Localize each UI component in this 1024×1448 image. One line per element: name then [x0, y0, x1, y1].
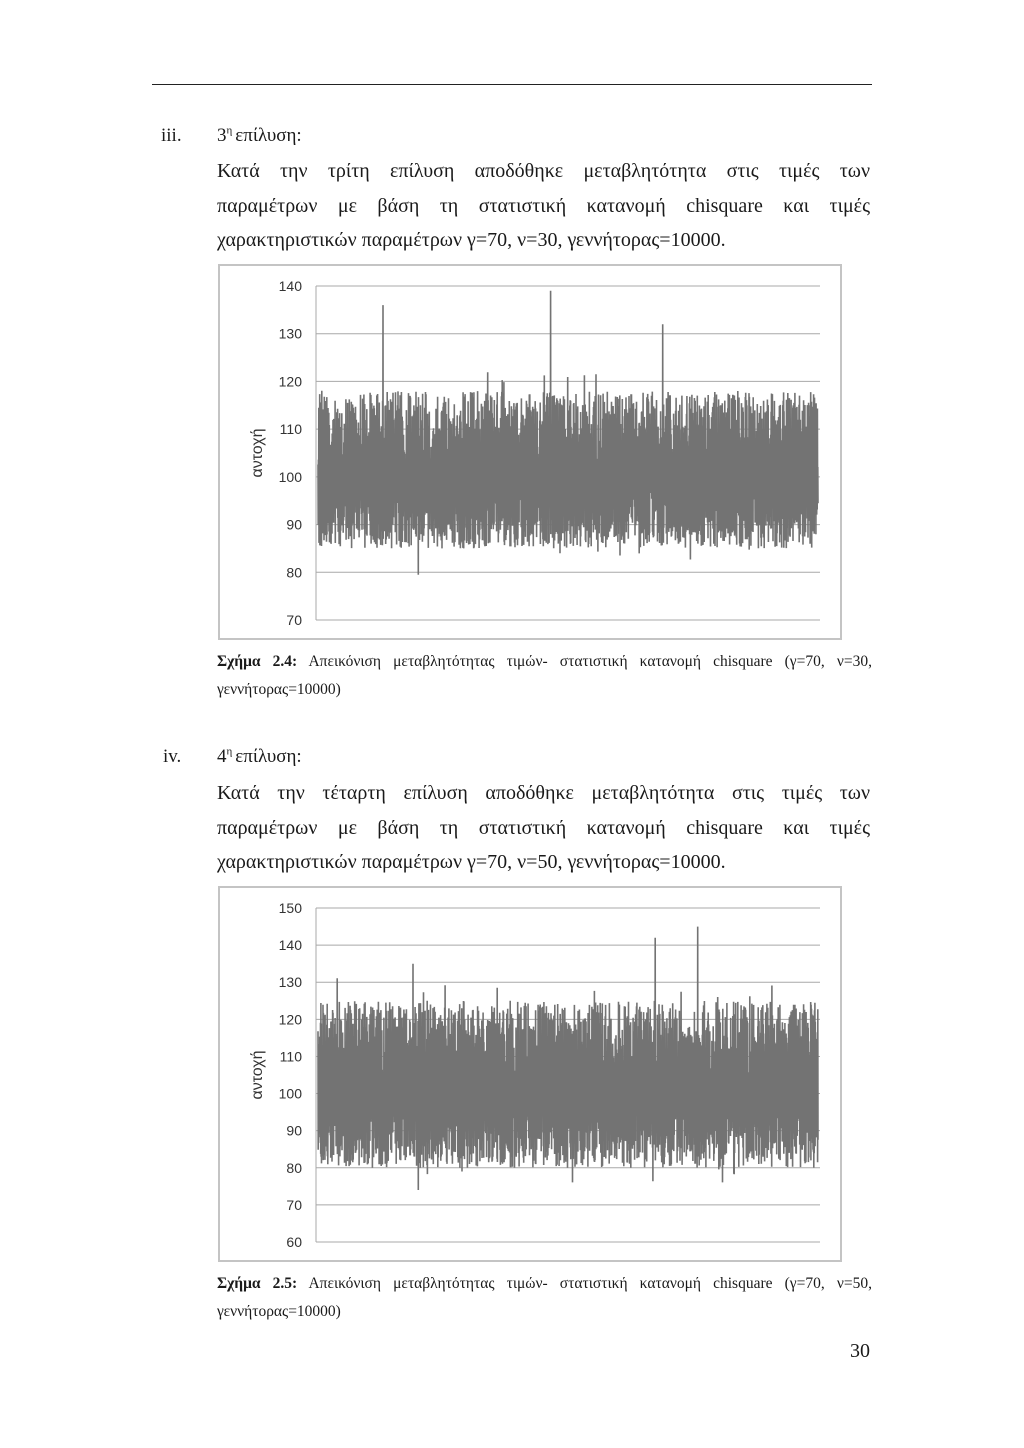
y-tick-label: 140: [278, 937, 302, 954]
y-tick-label: 90: [286, 1122, 302, 1139]
y-tick-label: 110: [279, 1048, 302, 1065]
y-tick-label: 110: [279, 421, 302, 438]
paragraph-line: χαρακτηριστικών παραμέτρων γ=70, ν=30, γεννήτορας=10000.: [217, 229, 726, 251]
section-4-title: $4^\eta$ επίλυση:: [217, 745, 302, 767]
caption-text: γεννήτορας=10000): [217, 1303, 341, 1320]
chart-svg: [220, 266, 840, 638]
y-tick-label: 60: [286, 1234, 302, 1250]
chart-svg: [220, 888, 840, 1260]
y-axis-title: αντοχή: [249, 1050, 266, 1100]
chart-2-4: [218, 264, 842, 640]
paragraph-line: χαρακτηριστικών παραμέτρων γ=70, ν=50, γεννήτορας=10000.: [217, 851, 726, 873]
header-rule: [152, 84, 872, 85]
caption-text: Απεικόνιση μεταβλητότητας τιμών- στατιστική κατανομή chisquare (γ=70, ν=50,: [308, 1275, 872, 1292]
y-tick-label: 70: [286, 1196, 302, 1213]
y-axis-title: αντοχή: [249, 428, 266, 478]
paragraph-line: παραμέτρων με βάση τη στατιστική κατανομή chisquare και τιμές: [217, 816, 870, 839]
figure-2-5-caption: [217, 1270, 872, 1326]
caption-label: Σχήμα 2.4:: [217, 653, 298, 670]
y-tick-label: 100: [278, 1085, 302, 1102]
y-tick-label: 120: [278, 373, 302, 390]
y-tick-label: 80: [286, 1159, 302, 1176]
y-tick-label: 100: [278, 468, 302, 485]
section-4-number: iv.: [163, 746, 182, 767]
y-tick-label: 80: [286, 564, 302, 581]
paragraph-line: Κατά την τρίτη επίλυση αποδόθηκε μεταβλητότητα στις τιμές των: [217, 160, 870, 182]
paragraph-line: Κατά την τέταρτη επίλυση αποδόθηκε μεταβλητότητα στις τιμές των: [217, 782, 870, 804]
chart-2-5: [218, 886, 842, 1262]
section-3-paragraph: [217, 154, 870, 258]
y-tick-label: 70: [286, 612, 302, 628]
section-3-title: $3^\eta$ επίλυση:: [217, 124, 302, 146]
y-tick-label: 150: [278, 900, 302, 916]
paragraph-line: παραμέτρων με βάση τη στατιστική κατανομή chisquare και τιμές: [217, 194, 870, 217]
page-number: 30: [850, 1340, 870, 1362]
caption-text: γεννήτορας=10000): [217, 681, 341, 698]
section-3-number: iii.: [161, 125, 182, 146]
series-line: [318, 927, 818, 1190]
figure-2-4-caption: [217, 648, 872, 704]
y-tick-label: 140: [278, 278, 302, 294]
caption-text: Απεικόνιση μεταβλητότητας τιμών- στατιστική κατανομή chisquare (γ=70, ν=30,: [308, 653, 872, 670]
y-tick-label: 120: [278, 1011, 302, 1028]
caption-label: Σχήμα 2.5:: [217, 1275, 298, 1292]
section-4-paragraph: [217, 776, 870, 880]
y-tick-label: 130: [278, 974, 302, 991]
y-tick-label: 90: [286, 516, 302, 533]
y-tick-label: 130: [278, 325, 302, 342]
